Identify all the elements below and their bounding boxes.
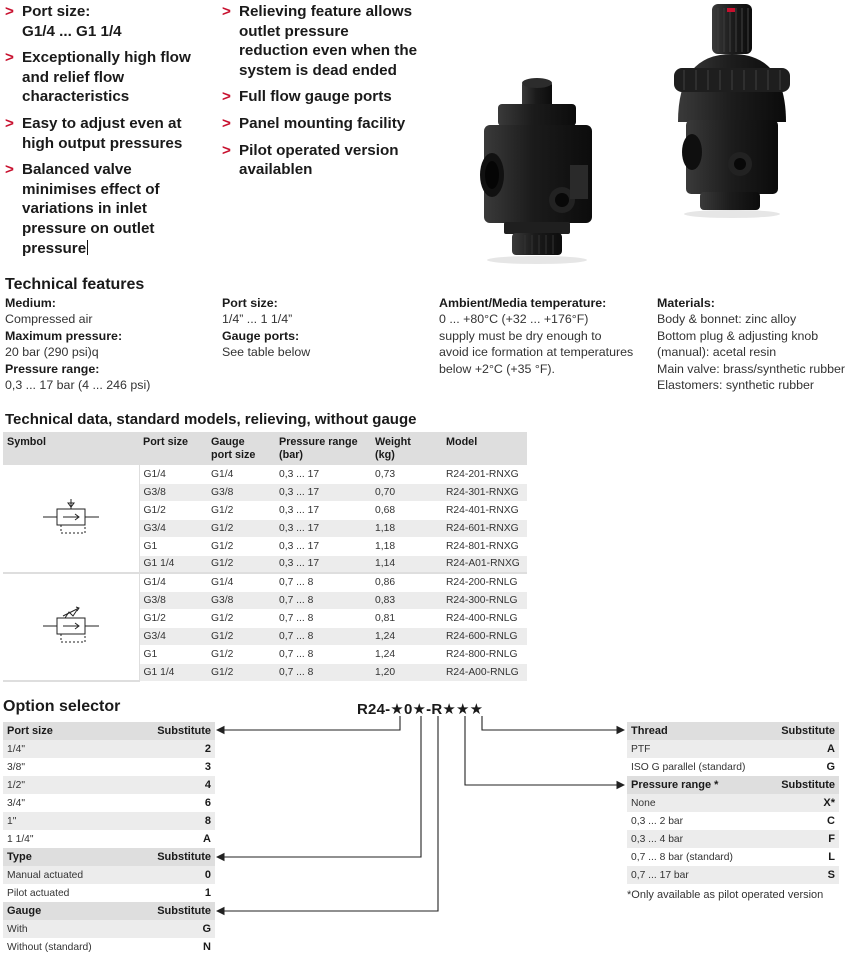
feature-item [222, 87, 437, 107]
option-row [3, 812, 215, 830]
option-label: ISO G parallel (standard) [631, 761, 746, 773]
technical-data-title: Technical data, standard models, relieving, without gauge [5, 411, 417, 428]
cell-pressure-range: 0,7 ... 8 [275, 645, 371, 663]
max-pressure-label: Maximum pressure: [5, 328, 123, 343]
tech-features-col-2 [222, 295, 310, 361]
cell-model: R24-401-RNXG [442, 501, 527, 519]
option-value: L [828, 851, 835, 863]
temperature-note: below +2°C (+35 °F). [439, 361, 555, 376]
gauge-ports-label: Gauge ports: [222, 328, 300, 343]
cell-port-size: G1 [139, 645, 207, 663]
symbol-cell [3, 573, 139, 681]
option-group-label: Gauge [7, 905, 42, 917]
header-model: Model [442, 432, 527, 465]
table-header-row [3, 432, 527, 465]
cell-weight: 1,20 [371, 663, 442, 681]
temperature-value: 0 ... +80°C (+32 ... +176°F) [439, 312, 589, 327]
cell-model: R24-201-RNXG [442, 465, 527, 483]
option-value: X* [823, 797, 835, 809]
header-weight: Weight (kg) [371, 432, 442, 465]
cell-port-size: G1/2 [139, 609, 207, 627]
option-value: 3 [204, 761, 211, 773]
option-row [3, 740, 215, 758]
cell-model: R24-A00-RNLG [442, 663, 527, 681]
cell-pressure-range: 0,7 ... 8 [275, 627, 371, 645]
cell-weight: 1,18 [371, 519, 442, 537]
option-group-label: Thread [631, 725, 668, 737]
option-note: *Only available as pilot operated version [627, 889, 824, 901]
arrow-type [217, 716, 421, 857]
option-row [627, 812, 839, 830]
option-row [627, 848, 839, 866]
materials-label: Materials: [657, 296, 715, 310]
cell-port-size: G1/4 [139, 573, 207, 591]
option-label: 3/4" [7, 797, 25, 809]
option-row [3, 830, 215, 848]
option-row [627, 866, 839, 884]
option-group-header [627, 776, 839, 794]
cell-gauge-port: G1/2 [207, 609, 275, 627]
materials-line: Main valve: brass/synthetic rubber [657, 361, 846, 376]
feature-text: Balanced valve minimises effect of variations in inlet pressure on outlet pressure [22, 161, 160, 257]
cell-pressure-range: 0,7 ... 8 [275, 573, 371, 591]
product-photo-manual [462, 70, 612, 265]
feature-item [222, 114, 437, 134]
feature-text: Exceptionally high flow and relief flow characteristics [22, 49, 191, 106]
cell-model: R24-400-RNLG [442, 609, 527, 627]
option-selector-title: Option selector [3, 698, 121, 715]
option-label: 1/4" [7, 743, 25, 755]
tech-features-col-3 [439, 295, 633, 377]
cell-pressure-range: 0,3 ... 17 [275, 483, 371, 501]
gauge-ports-value: See table below [222, 345, 311, 360]
option-row [627, 794, 839, 812]
option-label: 0,7 ... 8 bar (standard) [631, 851, 733, 863]
cell-model: R24-300-RNLG [442, 591, 527, 609]
arrow-bullet-icon: > [222, 88, 231, 106]
cell-gauge-port: G3/8 [207, 591, 275, 609]
option-row [3, 920, 215, 938]
cell-port-size: G3/8 [139, 591, 207, 609]
regulator-symbol-manual-icon [43, 497, 99, 537]
cell-pressure-range: 0,7 ... 8 [275, 609, 371, 627]
arrow-bullet-icon: > [5, 161, 14, 179]
feature-item [5, 48, 210, 107]
feature-text: Full flow gauge ports [239, 88, 392, 106]
feature-text: Pilot operated version availablen [239, 141, 399, 179]
cell-model: R24-601-RNXG [442, 519, 527, 537]
option-label: PTF [631, 743, 651, 755]
option-label: None [631, 797, 656, 809]
option-table-left [3, 722, 215, 956]
tech-features-col-1 [5, 295, 150, 393]
cell-pressure-range: 0,3 ... 17 [275, 501, 371, 519]
feature-item [5, 160, 185, 258]
cell-gauge-port: G1/2 [207, 645, 275, 663]
option-label: 3/8" [7, 761, 25, 773]
cell-weight: 1,14 [371, 555, 442, 573]
option-label: 0,7 ... 17 bar [631, 869, 689, 881]
option-group-label: Type [7, 851, 32, 863]
cell-pressure-range: 0,3 ... 17 [275, 555, 371, 573]
materials-line: (manual): acetal resin [657, 345, 777, 360]
cell-pressure-range: 0,3 ... 17 [275, 465, 371, 483]
option-value: F [828, 833, 835, 845]
cell-gauge-port: G1/4 [207, 573, 275, 591]
cell-port-size: G3/4 [139, 627, 207, 645]
cell-weight: 1,24 [371, 627, 442, 645]
symbol-cell [3, 465, 139, 573]
cell-pressure-range: 0,3 ... 17 [275, 537, 371, 555]
cell-weight: 0,81 [371, 609, 442, 627]
cell-port-size: G3/4 [139, 519, 207, 537]
medium-value: Compressed air [5, 312, 93, 327]
cell-weight: 0,86 [371, 573, 442, 591]
option-substitute-label: Substitute [157, 905, 211, 917]
cell-gauge-port: G1/2 [207, 501, 275, 519]
max-pressure-value: 20 bar (290 psi)q [5, 345, 99, 360]
option-row [3, 758, 215, 776]
option-table-right [627, 722, 839, 884]
option-value: A [203, 833, 211, 845]
cell-gauge-port: G1/2 [207, 627, 275, 645]
option-row [3, 776, 215, 794]
option-group-header [3, 722, 215, 740]
pressure-range-label: Pressure range: [5, 361, 100, 376]
feature-text: Relieving feature allows outlet pressure reduction even when the system is dead ended [239, 3, 418, 79]
cell-model: R24-600-RNLG [442, 627, 527, 645]
port-size-label: Port size: [222, 296, 278, 310]
option-label: 1/2" [7, 779, 25, 791]
cell-port-size: G1/2 [139, 501, 207, 519]
cell-gauge-port: G1/2 [207, 555, 275, 573]
product-photo-pilot [660, 2, 800, 220]
option-value: S [827, 869, 835, 881]
cell-gauge-port: G1/2 [207, 519, 275, 537]
option-label: 1 1/4" [7, 833, 34, 845]
option-value: A [827, 743, 835, 755]
option-group-header [3, 848, 215, 866]
option-label: Pilot actuated [7, 887, 70, 899]
order-code: R24-★0★-R★★★ [357, 701, 484, 718]
temperature-note: avoid ice formation at temperatures [439, 345, 634, 360]
cell-port-size: G3/8 [139, 483, 207, 501]
cell-port-size: G1 1/4 [139, 555, 207, 573]
option-value: 4 [204, 779, 211, 791]
cell-port-size: G1/4 [139, 465, 207, 483]
technical-data-table [3, 432, 527, 682]
features-column-1 [5, 2, 210, 265]
materials-line: Elastomers: synthetic rubber [657, 378, 815, 393]
option-row [3, 794, 215, 812]
option-row [3, 938, 215, 956]
arrow-gauge [217, 716, 438, 911]
option-value: G [202, 923, 211, 935]
feature-text: Panel mounting facility [239, 114, 406, 132]
temperature-note: supply must be dry enough to [439, 328, 602, 343]
option-row [3, 884, 215, 902]
option-label: 1" [7, 815, 17, 827]
arrow-pressure-range [465, 716, 624, 785]
option-label: Without (standard) [7, 941, 92, 953]
arrow-bullet-icon: > [222, 114, 231, 132]
option-group-header [3, 902, 215, 920]
temperature-label: Ambient/Media temperature: [439, 296, 607, 310]
option-group-header [627, 722, 839, 740]
option-row [3, 866, 215, 884]
option-label: 0,3 ... 4 bar [631, 833, 684, 845]
feature-item [5, 114, 205, 153]
cell-gauge-port: G1/2 [207, 537, 275, 555]
option-value: 8 [204, 815, 211, 827]
arrow-bullet-icon: > [5, 114, 14, 132]
option-value: 6 [204, 797, 211, 809]
option-substitute-label: Substitute [157, 851, 211, 863]
header-port-size: Port size [139, 432, 207, 465]
cell-model: R24-800-RNLG [442, 645, 527, 663]
cell-weight: 0,68 [371, 501, 442, 519]
option-row [627, 758, 839, 776]
feature-item [5, 2, 125, 41]
feature-text: Port size: G1/4 ... G1 1/4 [22, 3, 122, 40]
regulator-symbol-pilot-icon [43, 606, 99, 646]
cell-weight: 1,24 [371, 645, 442, 663]
cell-weight: 0,70 [371, 483, 442, 501]
arrow-bullet-icon: > [5, 3, 14, 20]
cell-port-size: G1 [139, 537, 207, 555]
technical-features-title: Technical features [5, 276, 145, 293]
option-value: 0 [204, 869, 211, 881]
features-column-2 [222, 2, 437, 187]
cell-model: R24-200-RNLG [442, 573, 527, 591]
arrow-bullet-icon: > [222, 3, 231, 20]
feature-text: Easy to adjust even at high output pressures [22, 114, 183, 152]
option-value: C [827, 815, 835, 827]
option-substitute-label: Substitute [157, 725, 211, 737]
medium-label: Medium: [5, 296, 56, 310]
option-substitute-label: Substitute [781, 725, 835, 737]
option-value: N [203, 941, 211, 953]
feature-item [222, 2, 422, 80]
arrow-bullet-icon: > [5, 49, 14, 67]
arrow-port-size [217, 716, 400, 730]
cell-weight: 0,73 [371, 465, 442, 483]
tech-features-col-4 [657, 295, 845, 393]
cell-gauge-port: G3/8 [207, 483, 275, 501]
feature-item [222, 141, 402, 180]
option-group-label: Pressure range * [631, 779, 719, 791]
port-size-value: 1/4” ... 1 1/4” [222, 312, 293, 327]
cell-model: R24-A01-RNXG [442, 555, 527, 573]
pressure-range-value: 0,3 ... 17 bar (4 ... 246 psi) [5, 378, 151, 393]
cell-weight: 0,83 [371, 591, 442, 609]
option-group-label: Port size [7, 725, 53, 737]
option-row [627, 740, 839, 758]
cell-gauge-port: G1/2 [207, 663, 275, 681]
option-value: 1 [204, 887, 211, 899]
materials-line: Bottom plug & adjusting knob [657, 328, 819, 343]
header-symbol: Symbol [3, 432, 139, 465]
table-row [3, 573, 527, 591]
cell-gauge-port: G1/4 [207, 465, 275, 483]
option-label: 0,3 ... 2 bar [631, 815, 684, 827]
materials-line: Body & bonnet: zinc alloy [657, 312, 797, 327]
option-value: 2 [204, 743, 211, 755]
text-cursor [87, 240, 88, 255]
table-row [3, 465, 527, 483]
arrow-bullet-icon: > [222, 141, 231, 159]
cell-pressure-range: 0,3 ... 17 [275, 519, 371, 537]
header-gauge-port-size: Gauge port size [207, 432, 275, 465]
arrow-thread [482, 716, 624, 730]
cell-model: R24-801-RNXG [442, 537, 527, 555]
option-row [627, 830, 839, 848]
cell-weight: 1,18 [371, 537, 442, 555]
cell-pressure-range: 0,7 ... 8 [275, 663, 371, 681]
option-value: G [826, 761, 835, 773]
cell-model: R24-301-RNXG [442, 483, 527, 501]
header-pressure-range: Pressure range (bar) [275, 432, 371, 465]
cell-pressure-range: 0,7 ... 8 [275, 591, 371, 609]
option-label: Manual actuated [7, 869, 84, 881]
option-substitute-label: Substitute [781, 779, 835, 791]
cell-port-size: G1 1/4 [139, 663, 207, 681]
option-label: With [7, 923, 28, 935]
